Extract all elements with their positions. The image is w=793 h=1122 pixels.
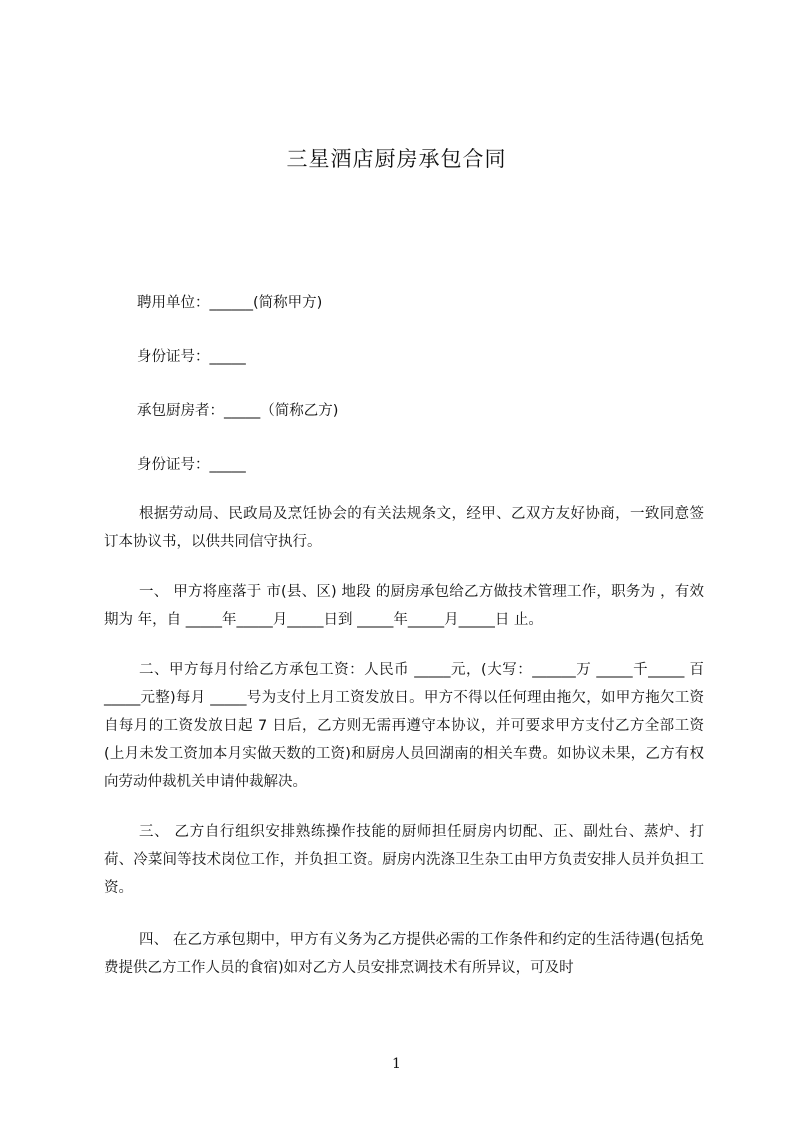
contractor-field: 承包厨房者：_____（简称乙方) (137, 403, 339, 419)
employer-id-field: 身份证号：_____ (137, 349, 246, 365)
page-number: 1 (392, 1056, 401, 1072)
clause-4-paragraph (104, 926, 704, 982)
contractor-id-field: 身份证号：_____ (137, 457, 246, 473)
clause-1-paragraph (104, 578, 704, 634)
clause-4-text: 四、 在乙方承包期中，甲方有义务为乙方提供必需的工作条件和约定的生活待遇(包括免费提供乙方工作人员的食宿)如对乙方人员安排烹调技术有所异议，可及时 (104, 932, 704, 976)
clause-1-text: 一、 甲方将座落于 市(县、区) 地段 的厨房承包给乙方做技术管理工作，职务为 ，有效期为 年，自 _____年_____月_____日到 _____年_____月_____日 止。 (104, 584, 704, 628)
clause-3-paragraph (104, 818, 704, 902)
employer-field: 聘用单位：______(简称甲方) (137, 295, 323, 311)
clause-2-paragraph (104, 656, 704, 796)
clause-2-text: 二、甲方每月付给乙方承包工资：人民币 _____元，(大写：______万 _____千_____ 百_____元整)每月 _____号为支付上月工资发放日。甲方不得以任何理由拖欠，如甲方拖欠工资自每月的工资发放日起 7 日后，乙方则无需再遵守本协议，并可要求甲方支付乙方全部工资(上月未发工资加本月实做天数的工资)和厨房人员回湖南的相关车费。如协议未果，乙方有权向劳动仲裁机关申请仲裁解决。 (104, 662, 704, 790)
page-title: 三星酒店厨房承包合同 (286, 147, 507, 171)
clause-3-text: 三、 乙方自行组织安排熟练操作技能的厨师担任厨房内切配、正、副灶台、蒸炉、打荷、冷菜间等技术岗位工作，并负担工资。厨房内洗涤卫生杂工由甲方负责安排人员并负担工资。 (104, 824, 704, 896)
preamble-text: 根据劳动局、民政局及烹饪协会的有关法规条文，经甲、乙双方友好协商，一致同意签订本协议书，以供共同信守执行。 (104, 506, 704, 550)
preamble-paragraph (104, 500, 704, 556)
